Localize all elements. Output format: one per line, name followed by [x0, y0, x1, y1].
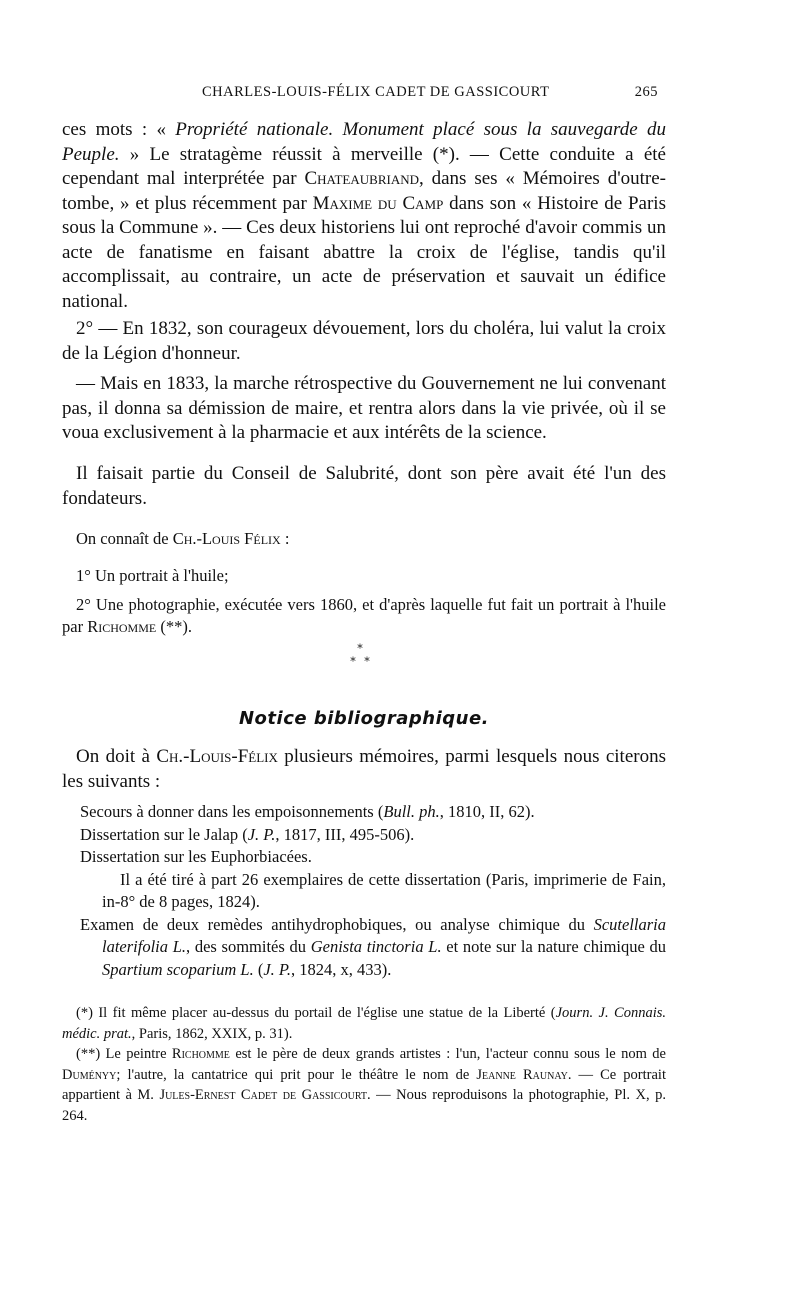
- footnotes: [62, 1003, 666, 1126]
- paragraph-3: — Mais en 1833, la marche rétrospective du Gouvernement ne lui convenant pas, il donna sa démission de maire, et rentra alors dans la vie privée, où il se voua exclusivement à la pharmacie et aux intérêts de la science.: [62, 373, 666, 443]
- running-title: CHARLES-LOUIS-FÉLIX CADET DE GASSICOURT: [202, 84, 550, 100]
- bibliography-note: Il a été tiré à part 26 exemplaires de cette dissertation (Paris, imprimerie de Fain, in-8° de 8 pages, 1824).: [102, 869, 666, 911]
- text-run: dans son « Histoire de Paris sous la Commune ». — Ces deux historiens lui ont reproché d'avoir commis un acte de fanatisme en faisant abattre la croix de l'église, tandis qu'il accomplissait, au contraire, un acte de préservation et sauvait un édifice national.: [62, 192, 666, 312]
- text-run: Examen de deux remèdes antihydrophobiques, ou analyse chimique du: [80, 914, 594, 934]
- species-name: Spartium scoparium L.: [102, 959, 254, 979]
- text-run: , Paris, 1862, XXIX, p. 31).: [131, 1025, 293, 1042]
- text-run: (: [253, 959, 264, 979]
- svg-text:*: *: [364, 655, 370, 668]
- person-name: Jules-Ernest Cadet de Gassicourt: [159, 1087, 368, 1103]
- text-run: :: [280, 529, 290, 548]
- text-run: (**) Le peintre: [76, 1046, 172, 1062]
- author-name: Maxime du Camp: [312, 192, 444, 214]
- text-run: plusieurs mémoires, parmi lesquels nous citerons les suivants :: [62, 746, 666, 792]
- portraits-intro: [62, 528, 666, 550]
- paragraph-2: 2° — En 1832, son courageux dévouement, lors du choléra, lui valut la croix de la Légion d'honneur.: [62, 318, 666, 364]
- text-run: et note sur la nature chimique du: [441, 937, 667, 956]
- person-name: Duményy: [62, 1066, 117, 1083]
- person-name: Richomme: [87, 617, 157, 636]
- text-run: , dans ses « Mémoires d'outre-tombe, » et plus récemment par: [62, 168, 666, 214]
- text-run: On connaît de: [76, 529, 173, 548]
- text-run: » Le stratagème réussit à merveille (*). — Cette conduite a été cependant mal interprétée par: [62, 143, 666, 189]
- portrait-item-1: 1° Un portrait à l'huile;: [76, 566, 229, 585]
- section-title: Notice bibliographique.: [238, 708, 490, 729]
- page-number: 265: [634, 84, 658, 100]
- species-name: Genista tinctoria L.: [310, 937, 442, 956]
- text-run: On doit à: [76, 746, 157, 767]
- journal-abbrev: Bull. ph.: [383, 802, 440, 821]
- text-run: ces mots : «: [62, 119, 176, 140]
- text-run: , des sommités du: [186, 937, 311, 956]
- bibliography-entry: [62, 824, 666, 847]
- person-name: Ch.-Louis Félix: [172, 529, 281, 548]
- text-run: 2° Une photographie, exécutée vers 1860, et d'après laquelle fut fait un portrait à l'huile par: [62, 595, 666, 636]
- text-run: , 1810, II, 62).: [439, 802, 535, 821]
- section-divider-stars: [340, 641, 380, 671]
- paragraph-4: Il faisait partie du Conseil de Salubrité, dont son père avait été l'un des fondateurs.: [62, 463, 666, 509]
- author-name: Chateaubriand: [304, 168, 419, 189]
- species-name: Scutellaria laterifolia L.: [102, 914, 666, 956]
- portrait-item-2: [62, 594, 666, 638]
- journal-abbrev: J. P.: [247, 824, 276, 844]
- bibliography-entry: Dissertation sur les Euphorbiacées.: [80, 847, 312, 866]
- text-run: . — Ce portrait appartient à M.: [62, 1066, 666, 1103]
- text-run: (**).: [156, 617, 192, 636]
- person-name: Richomme: [171, 1046, 230, 1062]
- text-run: , 1824, x, 433).: [291, 959, 392, 979]
- italic-quote: Propriété nationale. Monument placé sous la sauvegarde du Peuple.: [62, 119, 666, 165]
- journal-abbrev: J. P.: [263, 959, 292, 979]
- person-name: Ch.-Louis-Félix: [156, 746, 278, 767]
- person-name: Jeanne Raunay: [476, 1066, 568, 1083]
- bibliography-intro: [62, 745, 666, 794]
- footnote-2: [62, 1044, 666, 1126]
- text-run: (*) Il fit même placer au-dessus du portail de l'église une statue de la Liberté (: [76, 1005, 556, 1021]
- bibliography-list: [62, 801, 666, 981]
- svg-text:*: *: [357, 642, 363, 655]
- text-run: , 1817, III, 495-506).: [275, 824, 415, 844]
- text-run: . — Nous reproduisons la photographie, Pl. X, p. 264.: [62, 1087, 666, 1124]
- journal-abbrev: Journ. J. Connais. médic. prat.: [62, 1005, 666, 1042]
- paragraph-1: [62, 118, 666, 314]
- text-run: Secours à donner dans les empoisonnements (: [80, 802, 384, 821]
- text-run: est le père de deux grands artistes : l'un, l'acteur connu sous le nom de: [229, 1046, 666, 1062]
- text-run: Dissertation sur le Jalap (: [80, 824, 248, 844]
- bibliography-entry: [62, 914, 666, 982]
- bibliography-entry: [62, 801, 666, 824]
- text-run: ; l'autre, la cantatrice qui prit pour le théâtre le nom de: [116, 1066, 477, 1083]
- footnote-1: [62, 1003, 666, 1044]
- svg-text:*: *: [350, 655, 356, 668]
